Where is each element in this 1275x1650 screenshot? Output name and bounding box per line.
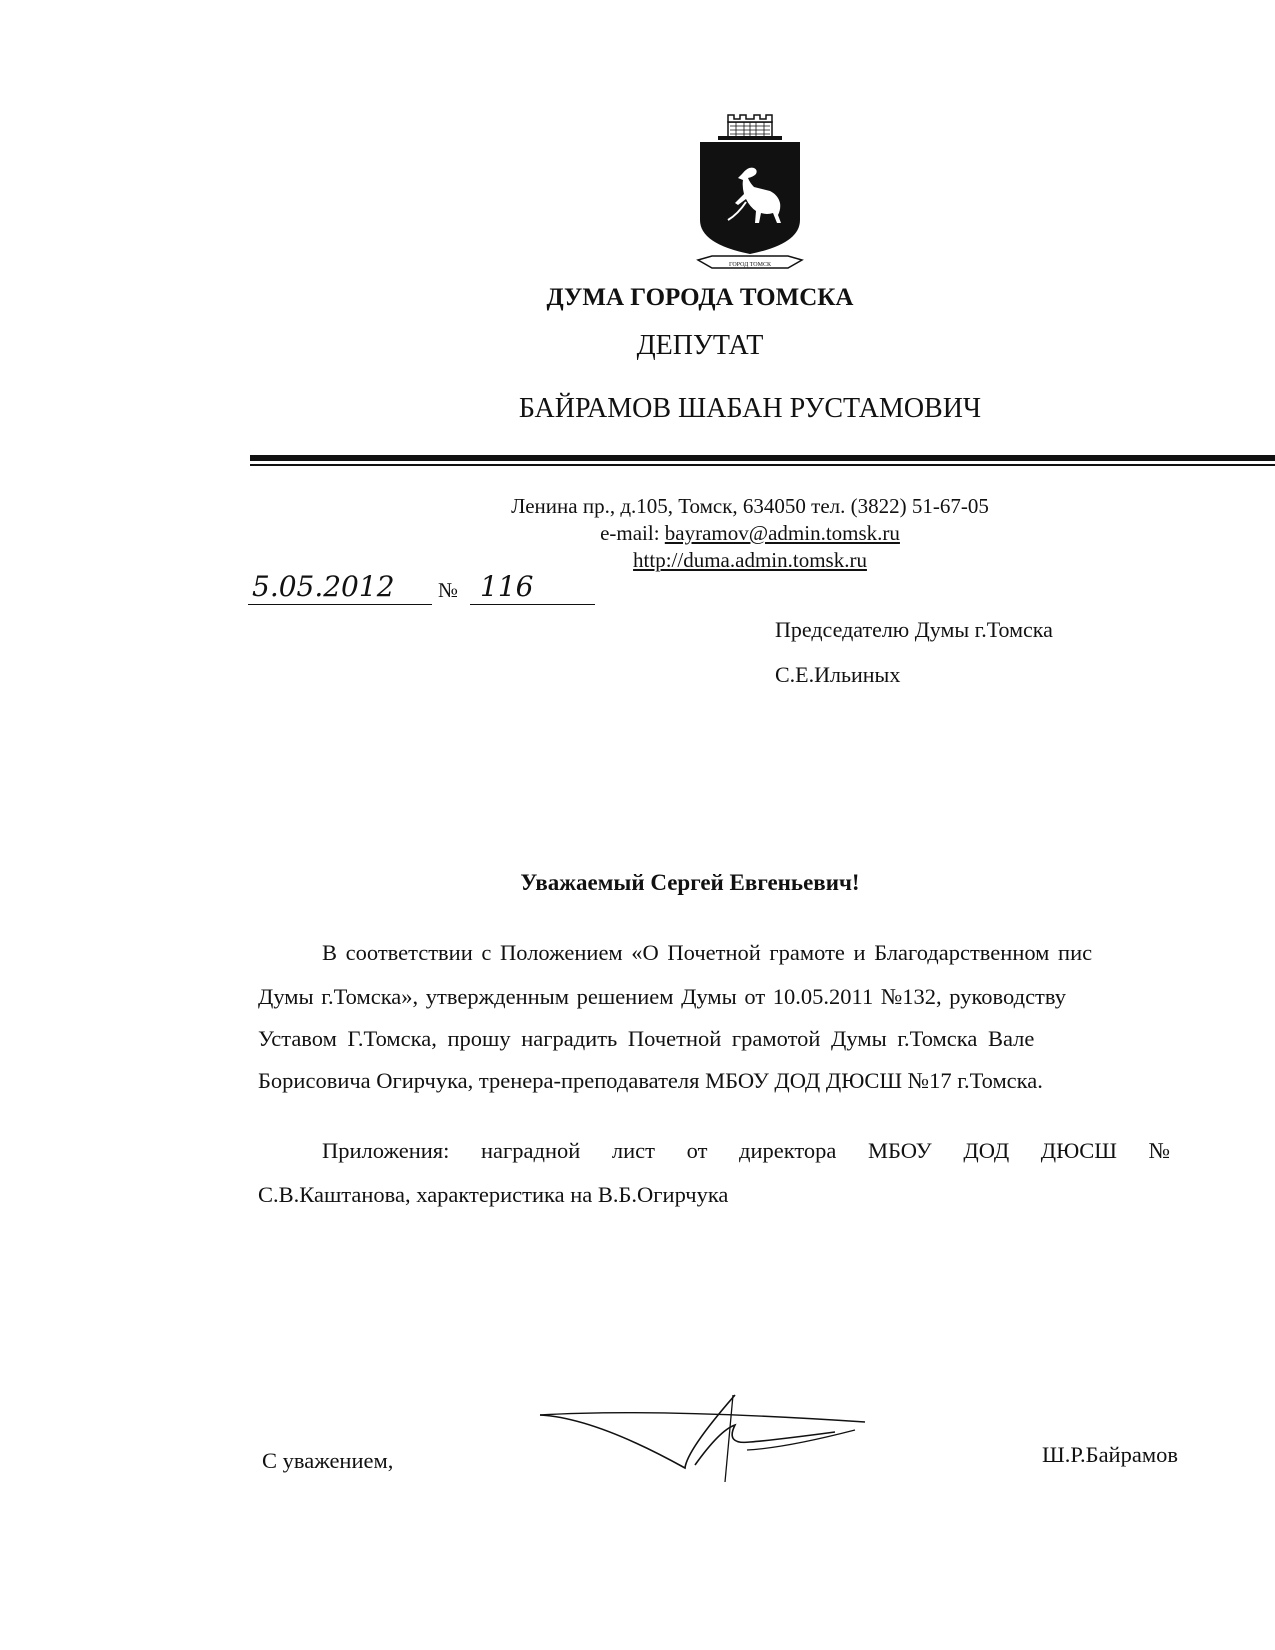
reference-date: 5.05.2012 (248, 570, 432, 605)
header-divider-thick (250, 455, 1275, 461)
sender-name: БАЙРАМОВ ШАБАН РУСТАМОВИЧ (518, 393, 982, 424)
handwritten-signature (535, 1390, 875, 1485)
email-link[interactable]: bayramov@admin.tomsk.ru (664, 521, 900, 545)
ribbon-banner (698, 256, 802, 268)
paragraph1-line: В соответствии с Положением «О Почетной грамоте и Благодарственном пис (322, 940, 1093, 965)
contact-block (430, 493, 1070, 574)
paragraph1-line: Борисовича Огирчука, тренера-преподавателя МБОУ ДОД ДЮСШ №17 г.Томска. (258, 1068, 1043, 1093)
paragraph2-line: Приложения: наградной лист от директора МБОУ ДОД ДЮСШ № (322, 1138, 1171, 1163)
crown-icon (718, 115, 782, 140)
emblem-motto: ГОРОД ТОМСК (729, 262, 771, 268)
paragraph2-line: С.В.Каштанова, характеристика на В.Б.Огирчука (258, 1182, 729, 1207)
salutation: Уважаемый Сергей Евгеньевич! (520, 870, 860, 895)
addressee-title: Председателю Думы г.Томска (775, 617, 1053, 642)
postal-address: Ленина пр., д.105, Томск, 634050 тел. (3822) 51-67-05 (511, 494, 989, 518)
website-link[interactable]: http://duma.admin.tomsk.ru (633, 548, 867, 572)
paragraph1-line: Думы г.Томска», утвержденным решением Думы от 10.05.2011 №132, руководству (258, 984, 1066, 1009)
email-label: e-mail: (600, 521, 660, 545)
email-line (430, 520, 1070, 547)
closing-phrase: С уважением, (262, 1448, 394, 1473)
coat-of-arms-emblem (694, 112, 806, 274)
paragraph1-line: Уставом Г.Томска, прошу наградить Почетной грамотой Думы г.Томска Вале (258, 1026, 1035, 1051)
reference-number: 116 (470, 570, 595, 605)
header-divider-thin (250, 464, 1275, 466)
organization-title: ДУМА ГОРОДА ТОМСКА (546, 284, 854, 311)
signer-name: Ш.Р.Байрамов (1042, 1442, 1178, 1467)
reference-number-sign: № (438, 578, 459, 602)
role-title: ДЕПУТАТ (636, 330, 764, 361)
addressee-name: С.Е.Ильиных (775, 662, 901, 687)
